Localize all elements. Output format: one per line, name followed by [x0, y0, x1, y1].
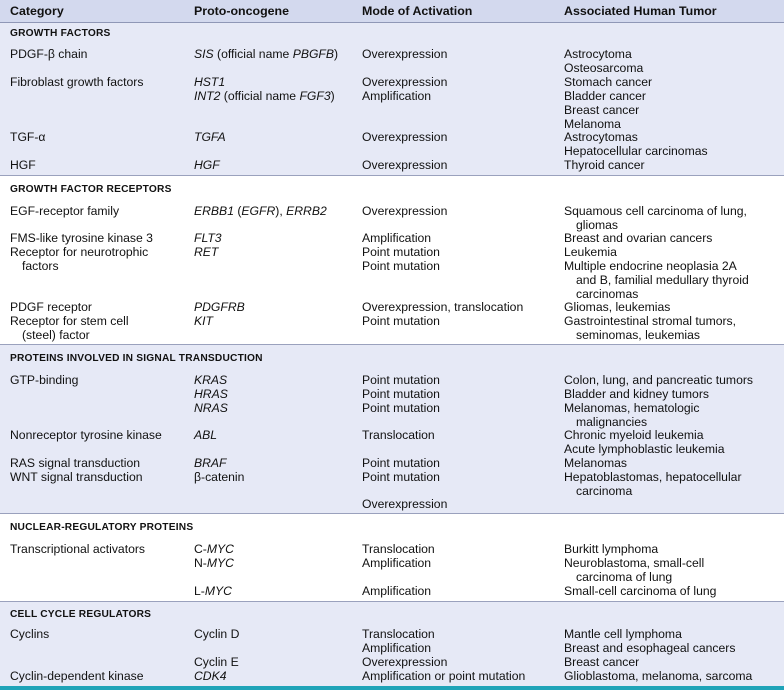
tumor-cell: Melanoma	[564, 117, 621, 131]
category-cell: Receptor for stem cell	[10, 314, 129, 328]
tumor-cell: Gliomas, leukemias	[564, 300, 671, 314]
tumor-cell: Astrocytomas	[564, 130, 638, 144]
gene-cell: KRAS	[194, 373, 228, 387]
mode-cell: Amplification or point mutation	[362, 669, 526, 683]
tumor-cell: Small-cell carcinoma of lung	[564, 584, 717, 598]
gene-cell: KIT	[194, 314, 213, 328]
category-cell: Transcriptional activators	[10, 542, 146, 556]
tumor-cell: Leukemia	[564, 245, 617, 259]
tumor-cell: Breast and ovarian cancers	[564, 231, 713, 245]
header-proto-oncogene: Proto-oncogene	[194, 4, 289, 18]
mode-cell: Point mutation	[362, 373, 440, 387]
mode-cell: Amplification	[362, 641, 432, 655]
tumor-cell: Burkitt lymphoma	[564, 542, 659, 556]
category-cell: Receptor for neurotrophic	[10, 245, 149, 259]
tumor-cell: Astrocytoma	[564, 47, 632, 61]
mode-cell: Overexpression	[362, 204, 448, 218]
tumor-cell: Chronic myeloid leukemia	[564, 428, 704, 442]
gene-cell: ERBB1 (EGFR), ERRB2	[194, 204, 327, 218]
tumor-cell: Hepatoblastomas, hepatocellular	[564, 470, 742, 484]
section-title: GROWTH FACTORS	[10, 28, 111, 39]
tumor-cell: Melanomas	[564, 456, 627, 470]
tumor-cell: Mantle cell lymphoma	[564, 627, 682, 641]
mode-cell: Point mutation	[362, 401, 440, 415]
gene-cell: BRAF	[194, 456, 227, 470]
gene-cell: HGF	[194, 158, 220, 172]
gene-cell: PDGFRB	[194, 300, 245, 314]
gene-cell: SIS (official name PBGFB)	[194, 47, 339, 61]
mode-cell: Overexpression, translocation	[362, 300, 524, 314]
tumor-cell: Breast and esophageal cancers	[564, 641, 736, 655]
tumor-cell: Thyroid cancer	[564, 158, 645, 172]
tumor-cell: Glioblastoma, melanoma, sarcoma	[564, 669, 753, 683]
mode-cell: Overexpression	[362, 75, 448, 89]
tumor-cell: Bladder cancer	[564, 89, 646, 103]
tumor-cell: gliomas	[576, 218, 618, 232]
tumor-cell: carcinoma of lung	[576, 570, 673, 584]
gene-cell: β-catenin	[194, 470, 245, 484]
gene-cell: HRAS	[194, 387, 228, 401]
mode-cell: Overexpression	[362, 655, 448, 669]
tumor-cell: Stomach cancer	[564, 75, 653, 89]
category-cell: Cyclin-dependent kinase	[10, 669, 144, 683]
tumor-cell: seminomas, leukemias	[576, 328, 700, 342]
mode-cell: Overexpression	[362, 497, 448, 511]
gene-cell: FLT3	[194, 231, 222, 245]
gene-cell: CDK4	[194, 669, 227, 683]
tumor-cell: and B, familial medullary thyroid	[576, 273, 749, 287]
mode-cell: Amplification	[362, 89, 432, 103]
tumor-cell: Hepatocellular carcinomas	[564, 144, 708, 158]
category-cell: HGF	[10, 158, 36, 172]
mode-cell: Overexpression	[362, 130, 448, 144]
category-cell: factors	[22, 259, 59, 273]
tumor-cell: Colon, lung, and pancreatic tumors	[564, 373, 754, 387]
tumor-cell: Bladder and kidney tumors	[564, 387, 709, 401]
section-title: GROWTH FACTOR RECEPTORS	[10, 184, 172, 195]
tumor-cell: Acute lymphoblastic leukemia	[564, 442, 725, 456]
tumor-cell: Squamous cell carcinoma of lung,	[564, 204, 747, 218]
mode-cell: Point mutation	[362, 456, 440, 470]
mode-cell: Point mutation	[362, 387, 440, 401]
mode-cell: Point mutation	[362, 259, 440, 273]
category-cell: PDGF-β chain	[10, 47, 88, 61]
section-title: CELL CYCLE REGULATORS	[10, 609, 152, 620]
mode-cell: Amplification	[362, 231, 432, 245]
section-title: PROTEINS INVOLVED IN SIGNAL TRANSDUCTION	[10, 353, 263, 364]
bottom-rule	[0, 686, 784, 690]
gene-cell: N-MYC	[194, 556, 234, 570]
tumor-cell: Breast cancer	[564, 655, 640, 669]
tumor-cell: Melanomas, hematologic	[564, 401, 700, 415]
category-cell: GTP-binding	[10, 373, 79, 387]
mode-cell: Point mutation	[362, 245, 440, 259]
tumor-cell: Osteosarcoma	[564, 61, 644, 75]
category-cell: Fibroblast growth factors	[10, 75, 144, 89]
gene-cell: TGFA	[194, 130, 226, 144]
gene-cell: INT2 (official name FGF3)	[194, 89, 335, 103]
gene-cell: RET	[194, 245, 219, 259]
mode-cell: Point mutation	[362, 470, 440, 484]
category-cell: WNT signal transduction	[10, 470, 143, 484]
gene-cell: HST1	[194, 75, 226, 89]
tumor-cell: Neuroblastoma, small-cell	[564, 556, 705, 570]
category-cell: TGF-α	[10, 130, 46, 144]
mode-cell: Overexpression	[362, 47, 448, 61]
mode-cell: Translocation	[362, 428, 435, 442]
gene-cell: C-MYC	[194, 542, 234, 556]
category-cell: (steel) factor	[22, 328, 90, 342]
mode-cell: Amplification	[362, 584, 432, 598]
header-category: Category	[10, 4, 64, 18]
tumor-cell: carcinomas	[576, 287, 639, 301]
mode-cell: Amplification	[362, 556, 432, 570]
gene-cell: NRAS	[194, 401, 228, 415]
tumor-cell: Multiple endocrine neoplasia 2A	[564, 259, 737, 273]
tumor-cell: Breast cancer	[564, 103, 640, 117]
category-cell: EGF-receptor family	[10, 204, 120, 218]
mode-cell: Translocation	[362, 542, 435, 556]
tumor-cell: malignancies	[576, 415, 648, 429]
tumor-cell: Gastrointestinal stromal tumors,	[564, 314, 737, 328]
gene-cell: ABL	[194, 428, 218, 442]
mode-cell: Translocation	[362, 627, 435, 641]
tumor-cell: carcinoma	[576, 484, 633, 498]
mode-cell: Point mutation	[362, 314, 440, 328]
category-cell: Cyclins	[10, 627, 50, 641]
gene-cell: Cyclin D	[194, 627, 240, 641]
mode-cell: Overexpression	[362, 158, 448, 172]
gene-cell: Cyclin E	[194, 655, 239, 669]
section-title: NUCLEAR-REGULATORY PROTEINS	[10, 522, 194, 533]
gene-cell: L-MYC	[194, 584, 232, 598]
header-mode: Mode of Activation	[362, 4, 473, 18]
category-cell: Nonreceptor tyrosine kinase	[10, 428, 162, 442]
category-cell: PDGF receptor	[10, 300, 92, 314]
header-tumor: Associated Human Tumor	[564, 4, 717, 18]
category-cell: RAS signal transduction	[10, 456, 141, 470]
category-cell: FMS-like tyrosine kinase 3	[10, 231, 153, 245]
